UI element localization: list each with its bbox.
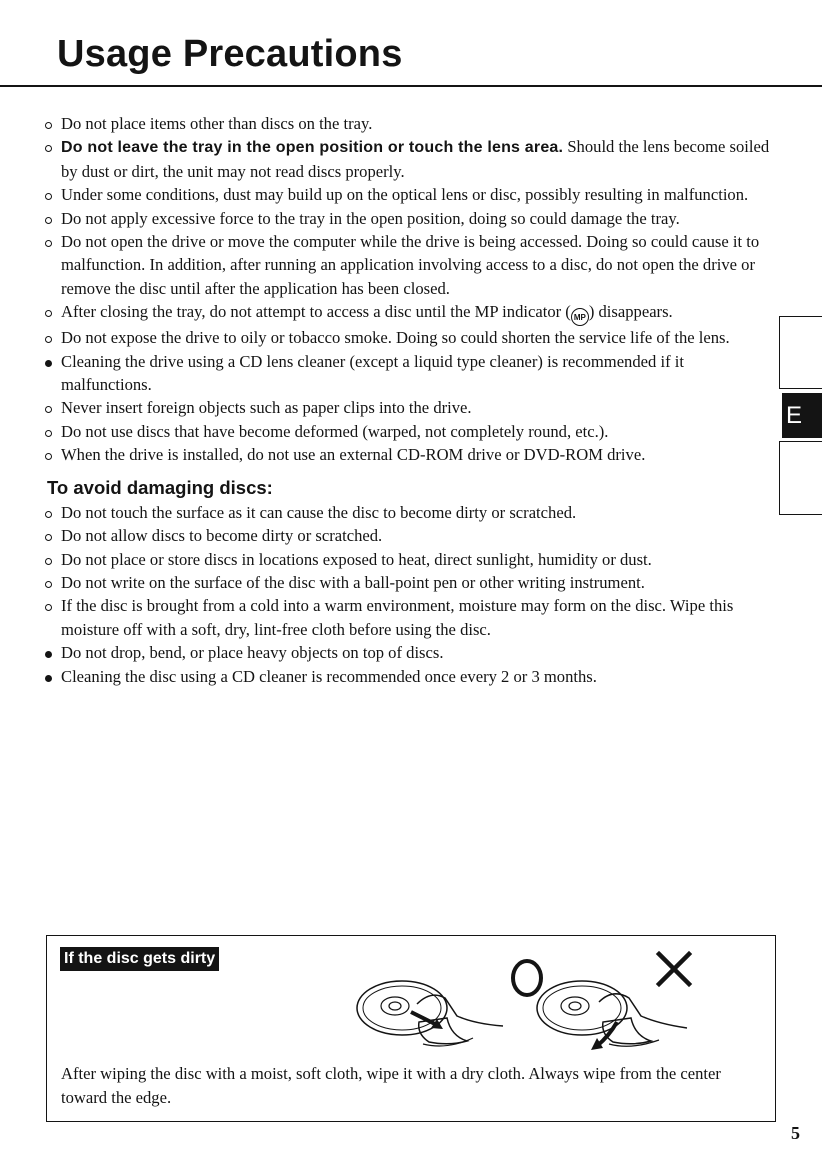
list-item-text: Should the lens become soiled by dust or dirt, the unit may not read discs properly. bbox=[61, 137, 770, 181]
list-item bbox=[44, 443, 776, 466]
list-item-text: Do not write on the surface of the disc with a ball-point pen or other writing instrument. bbox=[61, 572, 645, 592]
list-item bbox=[44, 207, 776, 230]
list-item bbox=[44, 501, 776, 524]
list-item-text: Do not touch the surface as it can cause the disc to become dirty or scratched. bbox=[61, 502, 577, 522]
list-item bbox=[44, 300, 776, 326]
list-item-text: Cleaning the disc using a CD cleaner is recommended once every 2 or 3 months. bbox=[61, 666, 597, 686]
list-item-text: If the disc is brought from a cold into a warm environment, moisture may form on the disc. Wipe this moisture off with a soft, dry, lint-free cloth before using the disc. bbox=[61, 596, 734, 639]
correct-wipe-disc-icon bbox=[357, 981, 503, 1046]
precautions-list bbox=[44, 112, 776, 467]
list-item bbox=[44, 326, 776, 349]
list-item-bold-text: Do not leave the tray in the open position or touch the lens area. bbox=[61, 139, 564, 157]
list-item bbox=[44, 112, 776, 135]
list-item bbox=[44, 350, 776, 397]
page-title: Usage Precautions bbox=[57, 33, 403, 75]
list-item-text: Under some conditions, dust may build up on the optical lens or disc, possibly resulting in malfunction. bbox=[61, 185, 749, 205]
list-item bbox=[44, 594, 776, 641]
list-item bbox=[44, 665, 776, 688]
list-item bbox=[44, 524, 776, 547]
list-item-text: Cleaning the drive using a CD lens cleaner (except a liquid type cleaner) is recommended if it malfunctions. bbox=[61, 351, 684, 395]
list-item bbox=[44, 571, 776, 594]
dirty-disc-label: If the disc gets dirty bbox=[60, 947, 219, 971]
list-item bbox=[44, 183, 776, 206]
list-item-text: Do not drop, bend, or place heavy objects on top of discs. bbox=[61, 643, 444, 663]
list-item-text: Do not open the drive or move the computer while the drive is being accessed. Doing so could cause it to malfunction. In addition, after running an application involving access to a disc, do not open the drive or remove the disc until after the application has been closed. bbox=[61, 232, 760, 298]
disc-care-heading: To avoid damaging discs: bbox=[47, 476, 273, 498]
list-item bbox=[44, 135, 776, 183]
list-item-text: ) disappears. bbox=[588, 302, 673, 322]
list-item-text: Do not expose the drive to oily or tobacco smoke. Doing so could shorten the service life of the lens. bbox=[61, 328, 730, 348]
disc-wiping-illustration bbox=[347, 946, 697, 1058]
side-tab-frame-top bbox=[779, 316, 822, 389]
wrong-wipe-disc-icon bbox=[537, 981, 687, 1050]
title-divider bbox=[0, 85, 822, 87]
side-tab-frame-bottom bbox=[779, 441, 822, 515]
language-tab: E bbox=[782, 393, 822, 438]
list-item bbox=[44, 420, 776, 443]
list-item bbox=[44, 230, 776, 300]
main-content bbox=[44, 112, 776, 688]
list-item-text: After closing the tray, do not attempt to access a disc until the MP indicator ( bbox=[61, 302, 571, 322]
list-item-text: Do not allow discs to become dirty or scratched. bbox=[61, 526, 383, 546]
list-item-text: Do not place or store discs in locations exposed to heat, direct sunlight, humidity or dust. bbox=[61, 549, 652, 569]
correct-mark-icon bbox=[513, 961, 541, 995]
list-item-text: Do not apply excessive force to the tray in the open position, doing so could damage the tray. bbox=[61, 208, 680, 228]
mp-indicator-icon: MP bbox=[571, 308, 589, 326]
dirty-disc-box bbox=[46, 935, 776, 1122]
list-item-text: Do not use discs that have become deformed (warped, not completely round, etc.). bbox=[61, 421, 609, 441]
list-item-text: When the drive is installed, do not use an external CD-ROM drive or DVD-ROM drive. bbox=[61, 445, 646, 465]
page-number: 5 bbox=[791, 1123, 800, 1143]
list-item bbox=[44, 396, 776, 419]
list-item bbox=[44, 548, 776, 571]
list-item-text: Never insert foreign objects such as paper clips into the drive. bbox=[61, 398, 472, 418]
disc-care-list bbox=[44, 501, 776, 688]
wrong-mark-icon bbox=[659, 954, 689, 984]
list-item-text: Do not place items other than discs on the tray. bbox=[61, 114, 373, 133]
list-item bbox=[44, 641, 776, 664]
dirty-disc-instructions: After wiping the disc with a moist, soft cloth, wipe it with a dry cloth. Always wipe from the center toward the edge. bbox=[61, 1064, 721, 1107]
